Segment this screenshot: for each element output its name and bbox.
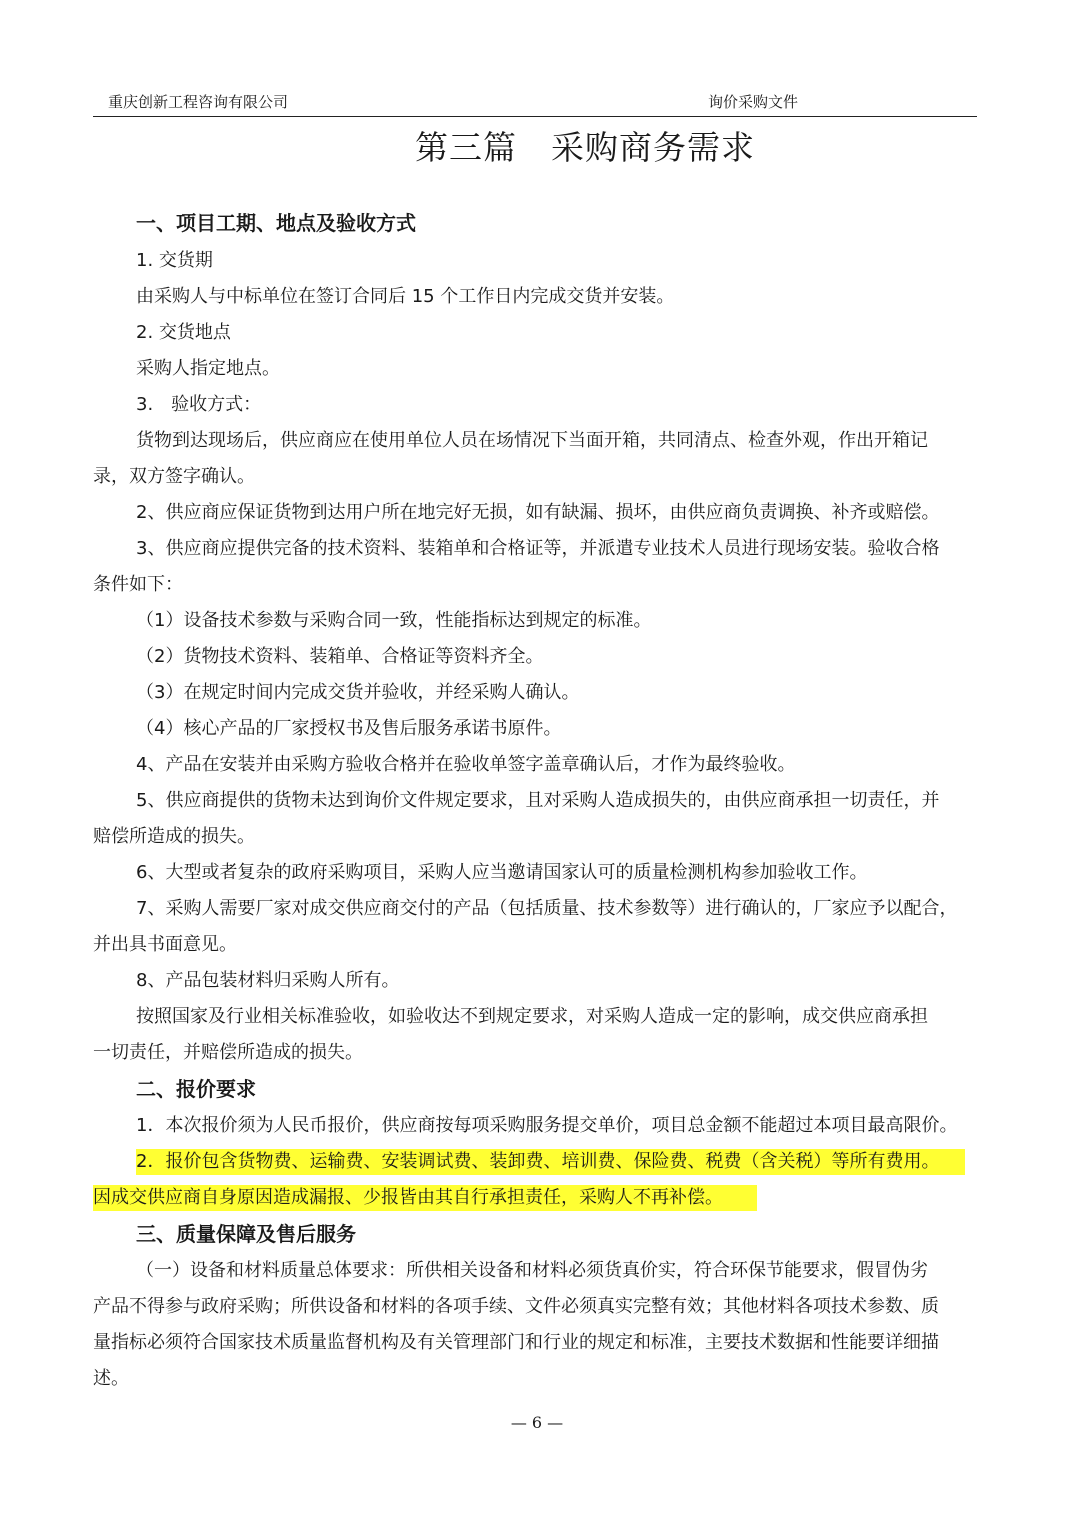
highlighted-line: 2．报价包含货物费、运输费、安装调试费、装卸费、培训费、保险费、税费（含关税）等所有费用。 bbox=[136, 1149, 965, 1175]
section-heading-2: 二、报价要求 bbox=[136, 1077, 256, 1101]
page-number: — 6 — bbox=[510, 1413, 564, 1432]
paragraph-line: 6、大型或者复杂的政府采购项目，采购人应当邀请国家认可的质量检测机构参加验收工作。 bbox=[136, 862, 868, 883]
paragraph-line: 赔偿所造成的损失。 bbox=[93, 826, 255, 847]
paragraph-line: （1）设备技术参数与采购合同一致，性能指标达到规定的标准。 bbox=[136, 610, 652, 631]
paragraph-line: （2）货物技术资料、装箱单、合格证等资料齐全。 bbox=[136, 646, 544, 667]
paragraph-line: 2. 交货地点 bbox=[136, 322, 231, 343]
paragraph-line: 1. 交货期 bbox=[136, 250, 213, 271]
paragraph-line: 量指标必须符合国家技术质量监督机构及有关管理部门和行业的规定和标准，主要技术数据和性能要详细描 bbox=[93, 1332, 939, 1353]
paragraph-line: 由采购人与中标单位在签订合同后 15 个工作日内完成交货并安装。 bbox=[136, 286, 675, 307]
paragraph-line: 4、产品在安装并由采购方验收合格并在验收单签字盖章确认后，才作为最终验收。 bbox=[136, 754, 796, 775]
paragraph-line: 7、采购人需要厂家对成交供应商交付的产品（包括质量、技术参数等）进行确认的，厂家应予以配合， bbox=[136, 898, 958, 919]
header-doc-type: 询价采购文件 bbox=[708, 93, 799, 111]
header-rule bbox=[93, 116, 977, 117]
paragraph-line: 产品不得参与政府采购；所供设备和材料的各项手续、文件必须真实完整有效；其他材料各项技术参数、质 bbox=[93, 1296, 939, 1317]
header-company: 重庆创新工程咨询有限公司 bbox=[108, 93, 289, 111]
paragraph-line: 3、供应商应提供完备的技术资料、装箱单和合格证等，并派遣专业技术人员进行现场安装。验收合格 bbox=[136, 538, 940, 559]
highlighted-line: 因成交供应商自身原因造成漏报、少报皆由其自行承担责任，采购人不再补偿。 bbox=[93, 1185, 757, 1211]
paragraph-line: 货物到达现场后，供应商应在使用单位人员在场情况下当面开箱，共同清点、检查外观，作出开箱记 bbox=[136, 430, 928, 451]
paragraph-line: 述。 bbox=[93, 1368, 129, 1389]
paragraph-line: 1．本次报价须为人民币报价，供应商按每项采购服务提交单价，项目总金额不能超过本项目最高限价。 bbox=[136, 1115, 958, 1136]
paragraph-line: 按照国家及行业相关标准验收，如验收达不到规定要求，对采购人造成一定的影响，成交供应商承担 bbox=[136, 1006, 928, 1027]
paragraph-line: （3）在规定时间内完成交货并验收，并经采购人确认。 bbox=[136, 682, 580, 703]
section-heading-3: 三、质量保障及售后服务 bbox=[136, 1222, 356, 1246]
paragraph-line: 8、产品包装材料归采购人所有。 bbox=[136, 970, 400, 991]
paragraph-line: 采购人指定地点。 bbox=[136, 358, 280, 379]
paragraph-line: 5、供应商提供的货物未达到询价文件规定要求，且对采购人造成损失的，由供应商承担一切责任，并 bbox=[136, 790, 940, 811]
paragraph-line: 一切责任，并赔偿所造成的损失。 bbox=[93, 1042, 363, 1063]
paragraph-line: （一）设备和材料质量总体要求：所供相关设备和材料必须货真价实，符合环保节能要求，假冒伪劣 bbox=[136, 1260, 928, 1281]
paragraph-line: 录，双方签字确认。 bbox=[93, 466, 255, 487]
paragraph-line: 3. 验收方式： bbox=[136, 394, 262, 415]
paragraph-line: （4）核心产品的厂家授权书及售后服务承诺书原件。 bbox=[136, 718, 562, 739]
paragraph-line: 条件如下： bbox=[93, 574, 183, 595]
paragraph-line: 2、供应商应保证货物到达用户所在地完好无损，如有缺漏、损坏，由供应商负责调换、补齐或赔偿。 bbox=[136, 502, 940, 523]
page-title: 第三篇 采购商务需求 bbox=[415, 128, 755, 167]
paragraph-line: 并出具书面意见。 bbox=[93, 934, 237, 955]
section-heading-1: 一、项目工期、地点及验收方式 bbox=[136, 211, 416, 235]
